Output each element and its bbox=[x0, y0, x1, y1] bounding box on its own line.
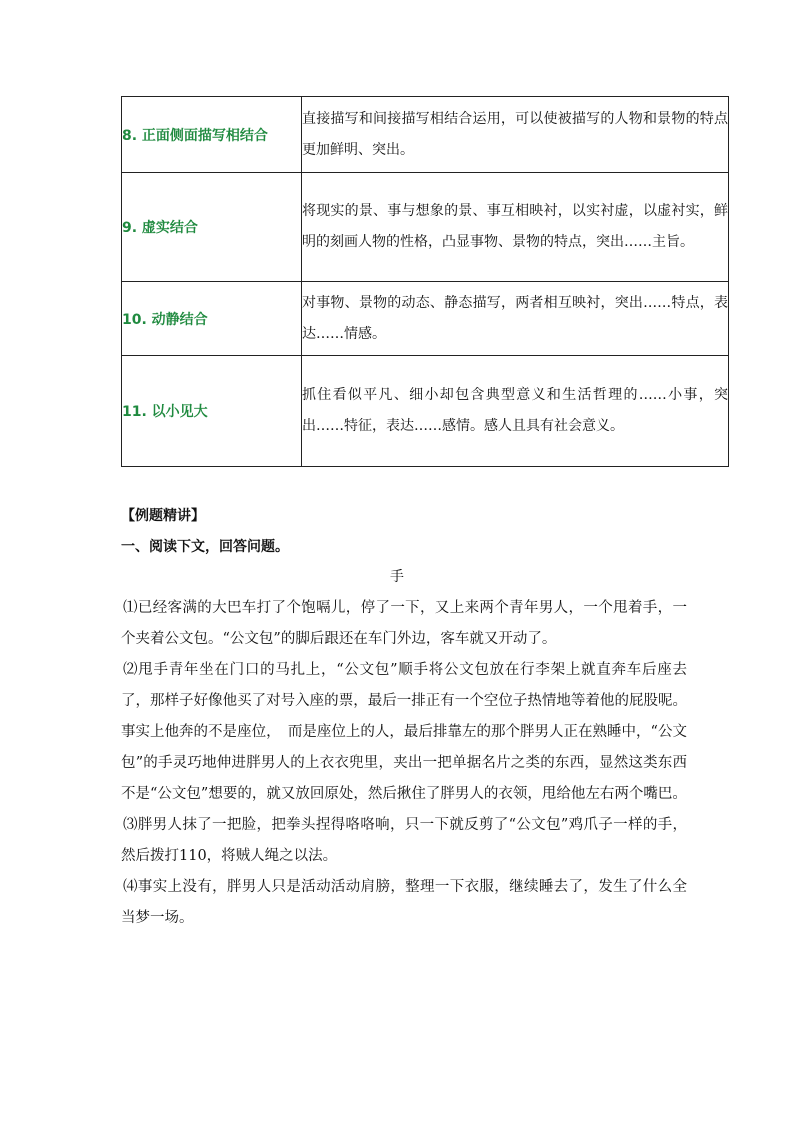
technique-description: 直接描写和间接描写相结合运用，可以使被描写的人物和景物的特点更加鲜明、突出。 bbox=[302, 97, 729, 173]
technique-description: 抓住看似平凡、细小却包含典型意义和生活哲理的……小事，突出……特征，表达……感情。感人且具有社会意义。 bbox=[302, 356, 729, 467]
question-heading: 一、阅读下文，回答问题。 bbox=[121, 539, 289, 555]
technique-term: 11. 以小见大 bbox=[122, 356, 302, 467]
table-row bbox=[122, 173, 729, 282]
passage-paragraph: ⑶胖男人抹了一把脸，把拳头捏得咯咯响，只一下就反剪了“公文包”鸡爪子一样的手，然后拨打110，将贼人绳之以法。 bbox=[121, 817, 687, 864]
table-row bbox=[122, 97, 729, 173]
technique-description: 对事物、景物的动态、静态描写，两者相互映衬，突出……特点，表达……情感。 bbox=[302, 282, 729, 356]
technique-term: 8. 正面侧面描写相结合 bbox=[122, 97, 302, 173]
passage-paragraph: ⑴已经客满的大巴车打了个饱嗝儿，停了一下，又上来两个青年男人，一个甩着手，一个夹着公文包。“公文包”的脚后跟还在车门外边，客车就又开动了。 bbox=[121, 600, 687, 647]
passage-paragraph: ⑷事实上没有，胖男人只是活动活动肩膀，整理一下衣服，继续睡去了，发生了什么全当梦一场。 bbox=[121, 879, 687, 926]
story-title: 手 bbox=[390, 569, 404, 585]
reading-passage bbox=[121, 593, 687, 934]
section-heading: 【例题精讲】 bbox=[121, 508, 205, 524]
table-row bbox=[122, 356, 729, 467]
writing-techniques-table bbox=[121, 96, 729, 467]
technique-term: 9. 虚实结合 bbox=[122, 173, 302, 282]
technique-description: 将现实的景、事与想象的景、事互相映衬，以实衬虚，以虚衬实，鲜明的刻画人物的性格，凸显事物、景物的特点，突出……主旨。 bbox=[302, 173, 729, 282]
table-row bbox=[122, 282, 729, 356]
passage-paragraph: ⑵甩手青年坐在门口的马扎上，“公文包”顺手将公文包放在行李架上就直奔车后座去了，那样子好像他买了对号入座的票，最后一排正有一个空位子热情地等着他的屁股呢。事实上他奔的不是座位， 而是座位上的人，最后排靠左的那个胖男人正在熟睡中，“公文包”的手灵巧地伸进胖男人的上衣衣兜里，夹出一把单据名片之类的东西，显然这类东西不是“公文包”想要的，就又放回原处，然后揪住了胖男人的衣领，甩给他左右两个嘴巴。 bbox=[121, 662, 687, 802]
technique-term: 10. 动静结合 bbox=[122, 282, 302, 356]
